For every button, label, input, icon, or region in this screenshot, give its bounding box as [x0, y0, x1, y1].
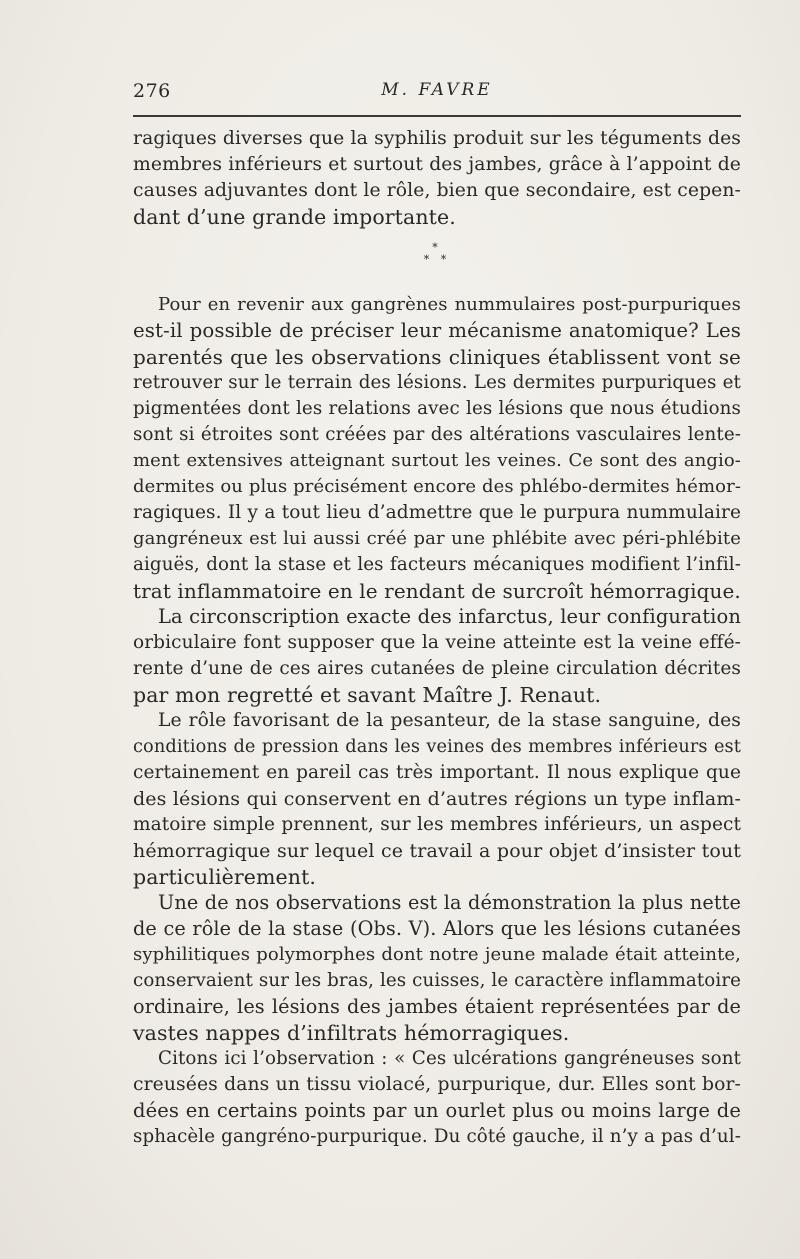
text-line: retrouver sur le terrain des lésions. Les dermites purpuriques et [133, 372, 741, 393]
text-line: conservaient sur les bras, les cuisses, le caractère inflammatoire [133, 970, 742, 991]
paragraph-first-line: Citons ici l’observation : « Ces ulcérations gangréneuses sont [158, 1048, 741, 1069]
text-line: orbiculaire font supposer que la veine atteinte est la veine effé- [133, 632, 741, 653]
asterism-bottom: * * [423, 253, 451, 266]
text-line: pigmentées dont les relations avec les lésions que nous étudions [133, 398, 741, 419]
running-head: M. FAVRE [381, 80, 493, 100]
text-line: causes adjuvantes dont le rôle, bien que secondaire, est cepen- [133, 180, 741, 201]
page-number: 276 [133, 80, 171, 102]
text-line: hémorragique sur lequel ce travail a pour objet d’insister tout [133, 840, 741, 862]
text-line: gangréneux est lui aussi créé par une phlébite avec péri-phlébite [133, 528, 741, 549]
text-line: conditions de pression dans les veines des membres inférieurs est [133, 737, 741, 757]
text-line: syphilitiques polymorphes dont notre jeune malade était atteinte, [133, 944, 741, 965]
text-line: ment extensives atteignant surtout les veines. Ce sont des angio- [133, 450, 741, 471]
text-line: rente d’une de ces aires cutanées de pleine circulation décrites [133, 658, 741, 679]
text-line: parentés que les observations cliniques établissent vont se [133, 345, 741, 369]
page-header [133, 80, 741, 110]
text-line: dant d’une grande importante. [133, 205, 456, 229]
text-line: certainement en pareil cas très important. Il nous explique que [133, 762, 741, 783]
paragraph-first-line: Pour en revenir aux gangrènes nummulaires post-purpuriques [158, 294, 741, 315]
text-line: sphacèle gangréno-purpurique. Du côté gauche, il n’y a pas d’ul- [133, 1126, 741, 1147]
text-line: matoire simple prennent, sur les membres inférieurs, un aspect [133, 814, 741, 835]
text-line: ragiques. Il y a tout lieu d’admettre que le purpura nummulaire [133, 502, 741, 523]
asterism-top: * [432, 241, 442, 254]
paragraph-first-line: La circonscription exacte des infarctus, leur configuration [158, 605, 741, 628]
text-line: ragiques diverses que la syphilis produit sur les téguments des [133, 128, 741, 149]
text-line: est-il possible de préciser leur mécanisme anatomique? Les [133, 319, 741, 342]
text-line: de ce rôle de la stase (Obs. V). Alors que les lésions cutanées [133, 917, 741, 940]
asterism-separator [133, 230, 741, 292]
text-line: par mon regretté et savant Maître J. Renaut. [133, 683, 602, 707]
text-line: ordinaire, les lésions des jambes étaient représentées par de [133, 995, 741, 1018]
text-line: des lésions qui conservent en d’autres régions un type inflam- [133, 788, 741, 810]
header-rule [133, 115, 741, 117]
paragraph-first-line: Le rôle favorisant de la pesanteur, de la stase sanguine, des [158, 710, 741, 731]
text-line: vastes nappes d’infiltrats hémorragiques. [133, 1021, 570, 1045]
text-line: creusées dans un tissu violacé, purpurique, dur. Elles sont bor- [133, 1074, 741, 1095]
text-line: dermites ou plus précisément encore des phlébo-dermites hémor- [133, 476, 741, 497]
text-line: dées en certains points par un ourlet plus ou moins large de [133, 1099, 741, 1122]
paragraph-first-line: Une de nos observations est la démonstration la plus nette [158, 891, 741, 914]
body-text [133, 126, 741, 1150]
text-line: particulièrement. [133, 865, 317, 889]
text-line: membres inférieurs et surtout des jambes, grâce à l’appoint de [133, 154, 741, 175]
text-line: sont si étroites sont créées par des altérations vasculaires lente- [133, 424, 741, 445]
text-line: aiguës, dont la stase et les facteurs mécaniques modifient l’infil- [133, 554, 741, 575]
text-line: trat inflammatoire en le rendant de surcroît hémorragique. [133, 579, 741, 603]
